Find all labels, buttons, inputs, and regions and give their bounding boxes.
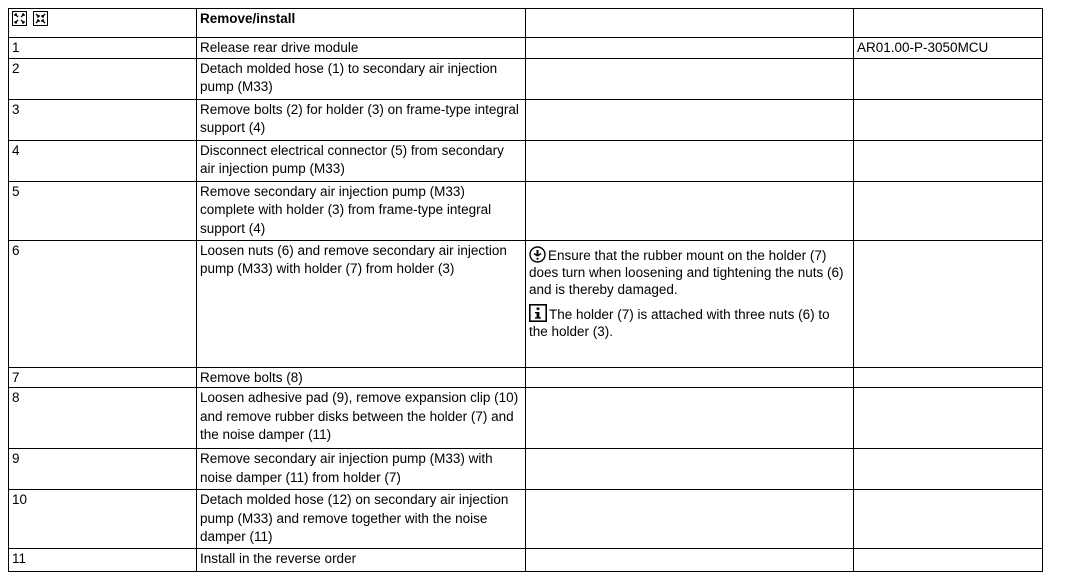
header-row [9, 9, 1043, 38]
step-number: 8 [9, 388, 197, 449]
step-row [9, 181, 1043, 240]
step-instruction: Remove secondary air injection pump (M33) with noise damper (11) from holder (7) [197, 449, 526, 490]
step-number: 6 [9, 240, 197, 367]
step-reference [854, 367, 1043, 388]
info-icon [529, 304, 547, 322]
step-number: 10 [9, 490, 197, 549]
notice-icon [529, 246, 546, 263]
step-reference [854, 58, 1043, 99]
removal-tool-icon [12, 11, 27, 26]
step-row [9, 549, 1043, 572]
step-number: 9 [9, 449, 197, 490]
step-reference [854, 388, 1043, 449]
step-number: 2 [9, 58, 197, 99]
step-number: 4 [9, 140, 197, 181]
step-row [9, 240, 1043, 367]
step-notes [526, 388, 854, 449]
notice-note [529, 246, 850, 298]
step-row [9, 99, 1043, 140]
step-reference [854, 181, 1043, 240]
step-row [9, 38, 1043, 59]
step-row [9, 367, 1043, 388]
step-instruction: Detach molded hose (12) on secondary air injection pump (M33) and remove together with the noise damper (11) [197, 490, 526, 549]
step-instruction: Loosen adhesive pad (9), remove expansion clip (10) and remove rubber disks between the holder (7) and the noise damper (11) [197, 388, 526, 449]
step-row [9, 449, 1043, 490]
step-notes [526, 38, 854, 59]
note-text: Ensure that the rubber mount on the holder (7) does turn when loosening and tightening the nuts (6) and is thereby damaged. [529, 247, 844, 297]
step-instruction: Remove bolts (2) for holder (3) on frame-type integral support (4) [197, 99, 526, 140]
step-number: 1 [9, 38, 197, 59]
step-instruction: Detach molded hose (1) to secondary air injection pump (M33) [197, 58, 526, 99]
step-reference [854, 140, 1043, 181]
step-instruction: Remove bolts (8) [197, 367, 526, 388]
step-number: 5 [9, 181, 197, 240]
step-row [9, 490, 1043, 549]
installation-tool-icon [33, 11, 48, 26]
step-notes [526, 549, 854, 572]
header-notes-cell [526, 9, 854, 38]
step-notes [526, 140, 854, 181]
step-reference [854, 99, 1043, 140]
step-instruction: Disconnect electrical connector (5) from secondary air injection pump (M33) [197, 140, 526, 181]
step-row [9, 388, 1043, 449]
step-notes [526, 99, 854, 140]
step-instruction: Remove secondary air injection pump (M33) complete with holder (3) from frame-type integral support (4) [197, 181, 526, 240]
step-number: 7 [9, 367, 197, 388]
step-instruction: Release rear drive module [197, 38, 526, 59]
header-title: Remove/install [197, 9, 526, 38]
step-reference [854, 449, 1043, 490]
step-notes [526, 449, 854, 490]
step-notes [526, 240, 854, 367]
step-reference [854, 240, 1043, 367]
step-notes [526, 58, 854, 99]
step-instruction: Loosen nuts (6) and remove secondary air injection pump (M33) with holder (7) from holder (3) [197, 240, 526, 367]
step-row [9, 140, 1043, 181]
step-notes [526, 367, 854, 388]
step-reference [854, 490, 1043, 549]
step-reference: AR01.00-P-3050MCU [854, 38, 1043, 59]
step-reference [854, 549, 1043, 572]
header-icons-cell [9, 9, 197, 38]
step-notes [526, 490, 854, 549]
step-row [9, 58, 1043, 99]
step-number: 11 [9, 549, 197, 572]
step-number: 3 [9, 99, 197, 140]
step-instruction: Install in the reverse order [197, 549, 526, 572]
step-notes [526, 181, 854, 240]
note-text: The holder (7) is attached with three nuts (6) to the holder (3). [529, 306, 830, 339]
header-ref-cell [854, 9, 1043, 38]
info-note [529, 304, 850, 340]
procedure-table [8, 8, 1043, 572]
